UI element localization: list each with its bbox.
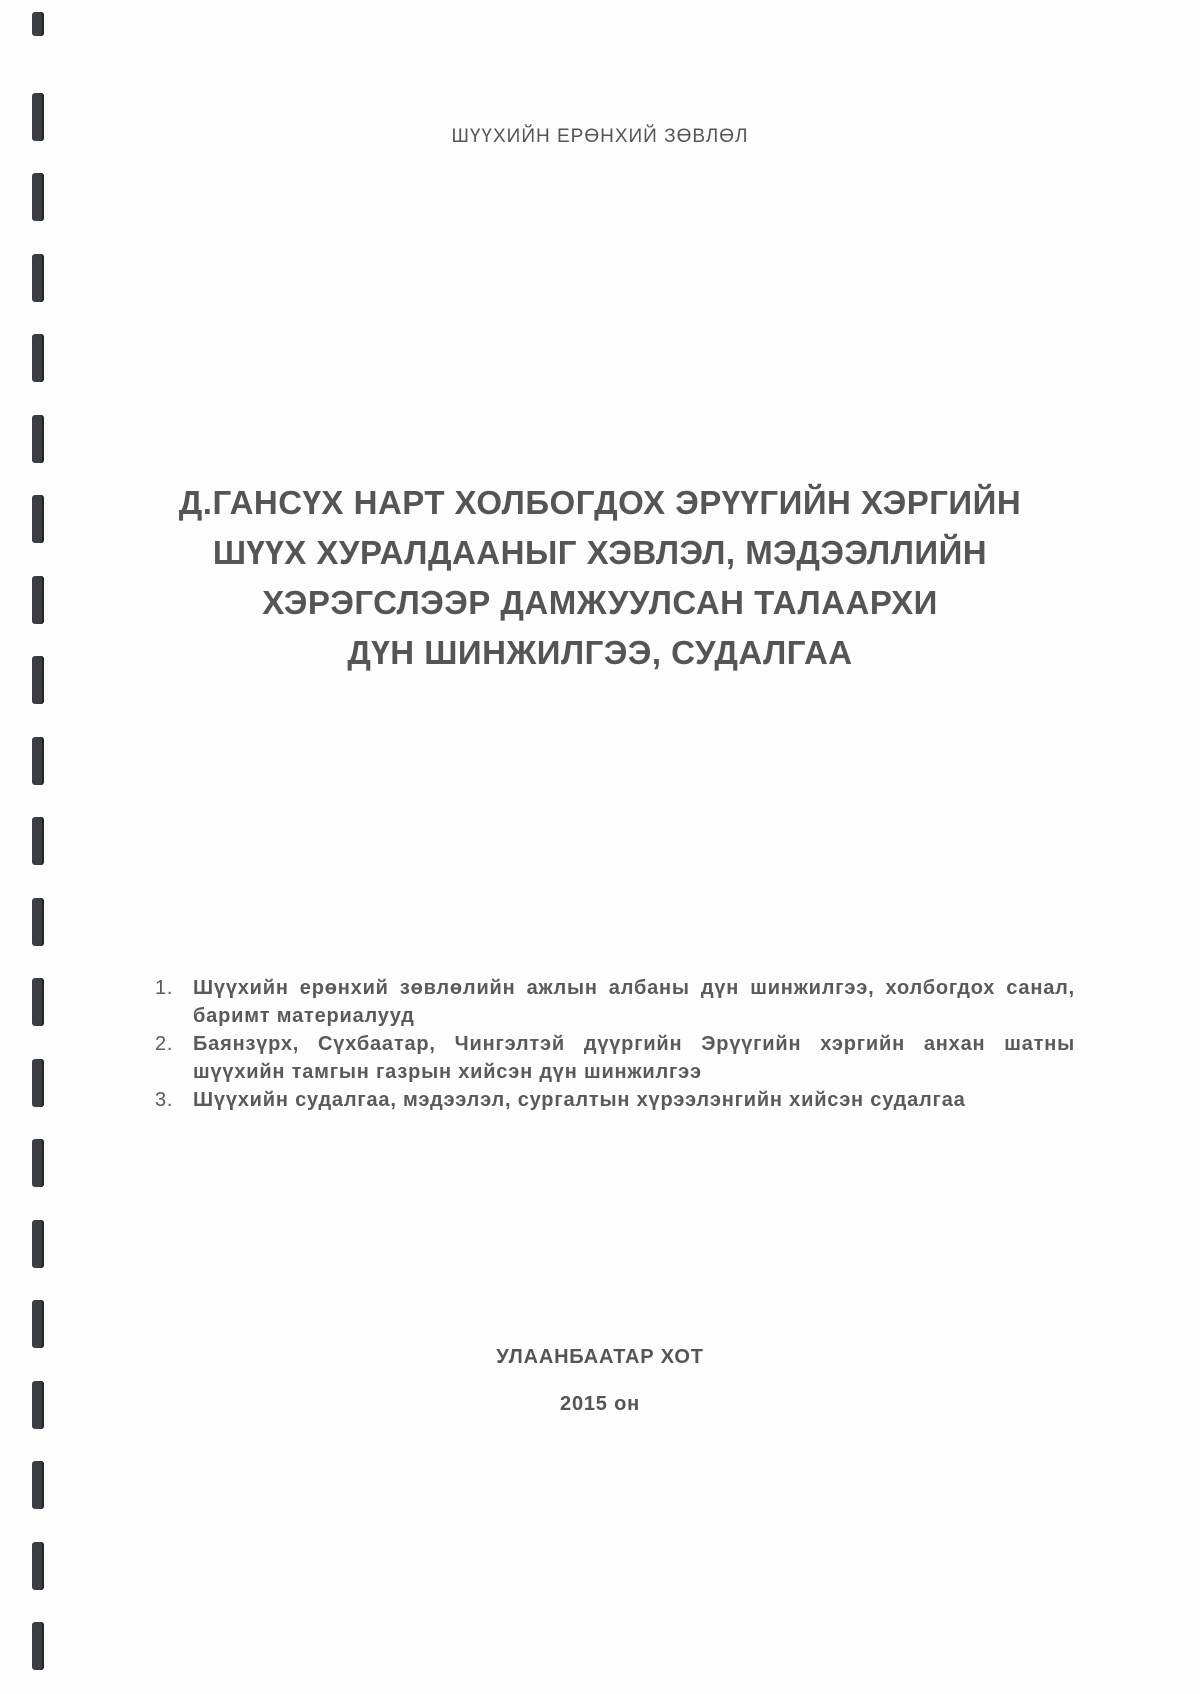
title-line: ШҮҮХ ХУРАЛДААНЫГ ХЭВЛЭЛ, МЭДЭЭЛЛИЙН bbox=[212, 534, 988, 571]
binding-hole bbox=[32, 12, 44, 36]
binding-hole bbox=[32, 656, 44, 704]
list-item-number: 2. bbox=[155, 1033, 174, 1055]
list-item bbox=[155, 1030, 1075, 1086]
binding-hole bbox=[32, 1220, 44, 1268]
title-line: ДҮН ШИНЖИЛГЭЭ, СУДАЛГАА bbox=[347, 634, 853, 671]
binding-hole bbox=[32, 334, 44, 382]
source-list bbox=[155, 974, 1075, 1114]
list-item-number: 1. bbox=[155, 977, 174, 999]
document-title bbox=[100, 478, 1100, 678]
list-item bbox=[155, 974, 1075, 1030]
city-name: УЛААНБААТАР ХОТ bbox=[496, 1346, 704, 1368]
binding-hole bbox=[32, 817, 44, 865]
list-item-text: Шүүхийн ерөнхий зөвлөлийн ажлын албаны дүн шинжилгээ, холбогдох санал, баримт материалууд bbox=[193, 977, 1075, 1027]
list-item bbox=[155, 1086, 1075, 1114]
title-line: ХЭРЭГСЛЭЭР ДАМЖУУЛСАН ТАЛААРХИ bbox=[262, 584, 938, 621]
binding-hole bbox=[32, 576, 44, 624]
binding-hole bbox=[32, 1461, 44, 1509]
list-item-text: Баянзүрх, Сүхбаатар, Чингэлтэй дүүргийн Эрүүгийн хэргийн анхан шатны шүүхийн тамгын газрын хийсэн дүн шинжилгээ bbox=[193, 1033, 1075, 1083]
binding-hole bbox=[32, 173, 44, 221]
publication-year: 2015 он bbox=[560, 1393, 640, 1415]
binding-hole bbox=[32, 415, 44, 463]
binding-hole bbox=[32, 898, 44, 946]
list-item-number: 3. bbox=[155, 1089, 174, 1111]
list-item-text: Шүүхийн судалгаа, мэдээлэл, сургалтын хүрээлэнгийн хийсэн судалгаа bbox=[193, 1089, 966, 1111]
binding-hole bbox=[32, 254, 44, 302]
binding-hole bbox=[32, 1622, 44, 1670]
binding-hole bbox=[32, 1059, 44, 1107]
binding-hole bbox=[32, 1139, 44, 1187]
comb-binding bbox=[28, 0, 48, 1694]
title-line: Д.ГАНСҮХ НАРТ ХОЛБОГДОХ ЭРҮҮГИЙН ХЭРГИЙН bbox=[178, 484, 1022, 521]
binding-hole bbox=[32, 737, 44, 785]
binding-hole bbox=[32, 978, 44, 1026]
binding-hole bbox=[32, 1300, 44, 1348]
binding-hole bbox=[32, 495, 44, 543]
organization-name: ШҮҮХИЙН ЕРӨНХИЙ ЗӨВЛӨЛ bbox=[451, 126, 749, 147]
binding-hole bbox=[32, 1542, 44, 1590]
